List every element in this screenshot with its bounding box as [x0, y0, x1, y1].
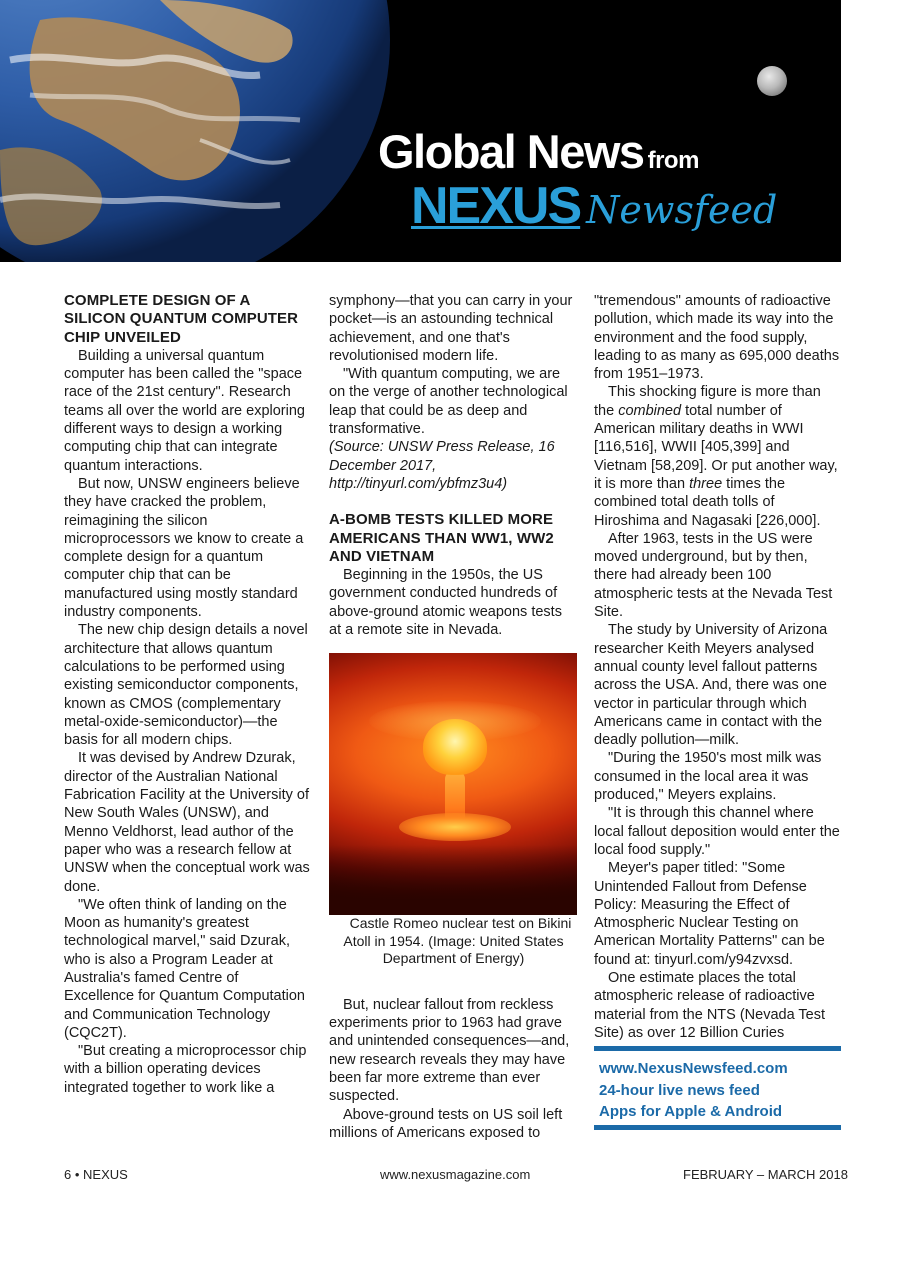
photo-caption: Castle Romeo nuclear test on Bikini Atoll in 1954. (Image: United States Department of Energy)	[343, 915, 572, 967]
article1-source: (Source: UNSW Press Release, 16 December 2017, http://tinyurl.com/ybfmz3u4)	[329, 439, 555, 492]
footer-website[interactable]: www.nexusmagazine.com	[380, 1167, 531, 1182]
article2-paragraph: "It is through this channel where local fallout deposition would enter the local food supply."	[594, 805, 840, 858]
article1-paragraph: But now, UNSW engineers believe they have cracked the problem, reimagining the silicon microprocessors we know to create a complete design for a quantum computer chip that can be manufactured using mostly standard industry components.	[64, 475, 304, 621]
text-run: total number of American military deaths in WWI [116,516], WWII [405,399] and Vietnam [58,209]. Or put another way, it is more than	[594, 402, 838, 492]
moon-image	[757, 66, 787, 96]
nexus-newsfeed-logo	[411, 176, 777, 236]
nuclear-test-photo	[329, 653, 577, 915]
header-banner	[0, 0, 841, 262]
article1-paragraph: "But creating a microprocessor chip with a billion operating devices integrated together to work like a	[64, 1043, 307, 1096]
footer-page-number: 6 • NEXUS	[64, 1167, 128, 1182]
article1-paragraph: "We often think of landing on the Moon as humanity's greatest technological marvel," said Dzurak, who is also a Program Leader at Australia's famed Centre of Excellence for Quantum Computation and Communication Technology (CQC2T).	[64, 896, 305, 1041]
article2-paragraph: Above-ground tests on US soil left millions of Americans exposed to	[329, 1106, 563, 1141]
article1-paragraph: It was devised by Andrew Dzurak, director of the Australian National Fabrication Facility at the University of New South Wales (UNSW), and Menno Veldhorst, lead author of the paper who was a research fellow at UNSW when the conceptual work was done.	[64, 750, 310, 895]
article1-paragraph: "With quantum computing, we are on the verge of another technological leap that could be as deep and transformative.	[329, 366, 568, 438]
article1-paragraph: symphony—that you can carry in your pocket—is an astounding technical achievement, and one that's revolutionised modern life.	[329, 293, 573, 364]
nexus-logo-text: NEXUS	[411, 177, 581, 235]
emphasis-three: three	[689, 475, 723, 492]
column-1	[64, 292, 312, 1097]
article2-paragraph: The study by University of Arizona researcher Keith Meyers analysed annual county level fallout patterns across the USA. And, there was one vector in particular through which Americans came in contact with the deadly pollution—milk.	[594, 622, 828, 749]
article2-paragraph: One estimate places the total atmospheric release of radioactive material from the NTS (Nevada Test Site) as over 12 Billion Curies	[594, 969, 826, 1041]
article2-intro: Beginning in the 1950s, the US government conducted hundreds of above-ground atomic weapons tests at a remote site in Nevada.	[329, 567, 562, 639]
article2-headline: A-BOMB TESTS KILLED MORE AMERICANS THAN WW1, WW2 AND VIETNAM	[329, 511, 554, 565]
article2-paragraph: But, nuclear fallout from reckless experiments prior to 1963 had grave and unintended consequences—and, new research reveals they may have been far more extreme than ever suspected.	[329, 996, 570, 1105]
article2-paragraph: Meyer's paper titled: "Some Unintended Fallout from Defense Policy: Measuring the Effect of Atmospheric Nuclear Testing on American Mortality Patterns" can be found at: tinyurl.com/y94zvxsd.	[594, 860, 825, 968]
article1-paragraph: The new chip design details a novel architecture that allows quantum calculations to be performed using existing semiconductor components, known as CMOS (complementary metal-oxide-semiconductor)—the basis for all modern chips.	[64, 622, 308, 749]
column-2	[329, 292, 578, 1142]
newsfeed-promo-box	[594, 1046, 841, 1130]
footer-issue-date: FEBRUARY – MARCH 2018	[683, 1167, 848, 1182]
text-run: This shocking figure is more than the	[594, 384, 821, 419]
article1-headline: COMPLETE DESIGN OF A SILICON QUANTUM COMPUTER CHIP UNVEILED	[64, 292, 299, 346]
column-3	[594, 292, 842, 1042]
newsfeed-logo-text: Newsfeed	[586, 188, 778, 232]
promo-apps: Apps for Apple & Android	[599, 1103, 783, 1120]
article2-paragraph: "tremendous" amounts of radioactive pollution, which made its way into the environment and the food supply, leading to as many as 695,000 deaths from 1951–1973.	[594, 293, 840, 383]
article2-paragraph: "During the 1950's most milk was consumed in the local area it was produced," Meyers explains.	[594, 750, 822, 804]
promo-website-link[interactable]: www.NexusNewsfeed.com	[599, 1060, 788, 1077]
article1-paragraph: Building a universal quantum computer has been called the "space race of the 21st century". Research teams all over the world are exploring different ways to design a working computing chip that can integrate quantum interactions.	[64, 347, 305, 474]
article2-paragraph: After 1963, tests in the US were moved underground, but by then, there had already been 100 atmospheric tests at the Nevada Test Site.	[594, 530, 833, 621]
title-global-news: Global News	[378, 125, 644, 178]
text-run: times the combined total death tolls of Hiroshima and Nagasaki [226,000].	[594, 475, 821, 529]
title-from: from	[647, 147, 699, 174]
article2-paragraph-combined	[594, 383, 842, 529]
promo-live-feed: 24-hour live news feed	[599, 1081, 760, 1099]
banner-title	[378, 124, 699, 179]
emphasis-combined: combined	[618, 402, 682, 419]
